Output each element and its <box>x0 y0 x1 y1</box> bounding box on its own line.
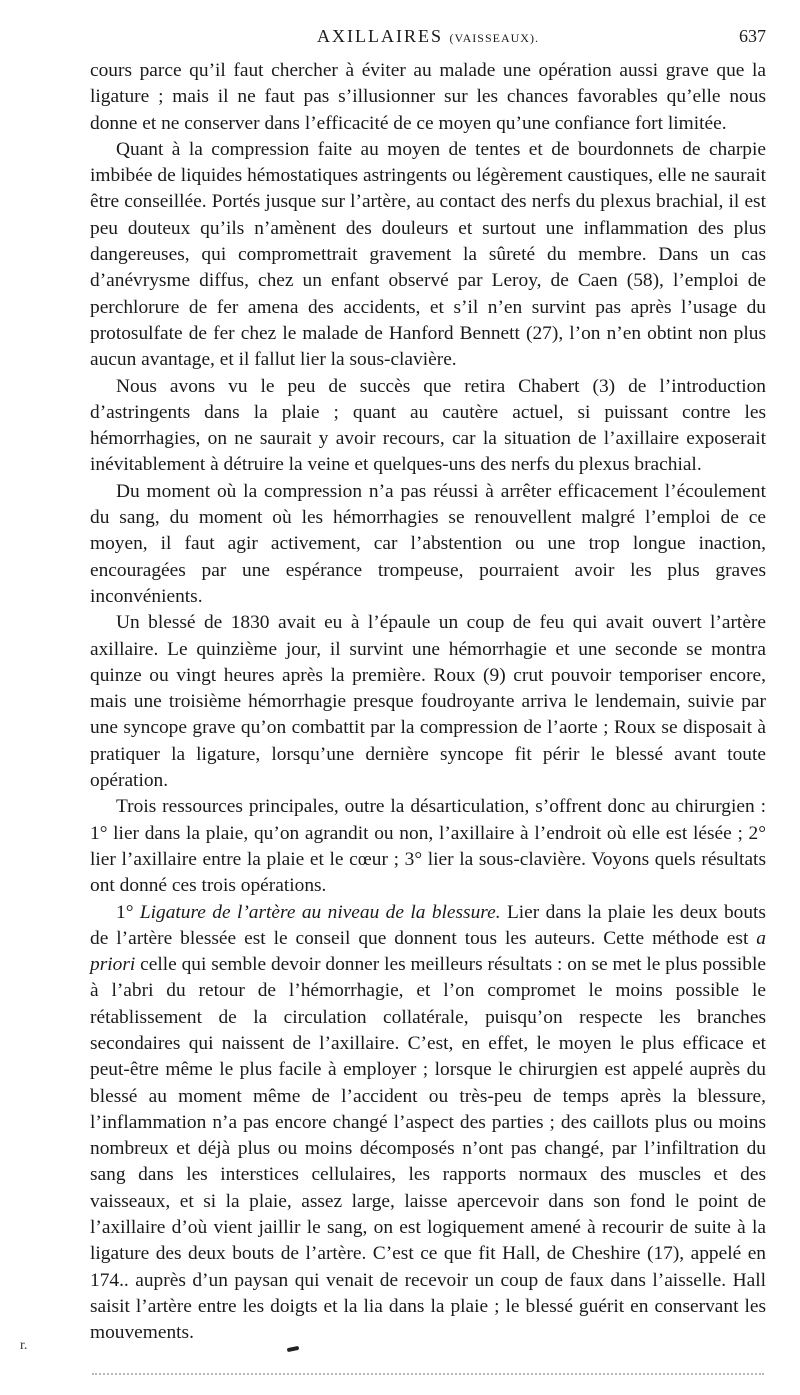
running-head <box>90 26 766 50</box>
ink-blot-mark <box>287 1346 300 1352</box>
italic-a-priori: a priori <box>90 927 766 976</box>
paragraph-7 <box>90 900 766 1347</box>
paragraph-2: Quant à la compression faite au moyen de tentes et de bourdonnets de charpie imbibée de liquides hémostatiques astringents ou légèrement caustiques, elle ne saurait être conseillée. Portés jusque sur l’artère, au contact des nerfs du plexus brachial, il est peu douteux qu’ils n’amènent des douleurs et surtout une inflammation des plus dangereuses, qui compromettrait gravement la sûreté du membre. Dans un cas d’anévrysme diffus, chez un enfant observé par Leroy, de Caen (58), l’emploi de perchlorure de fer amena des accidents, et s’il n’en survint pas après l’usage du protosulfate de fer chez le malade de Hanford Bennett (27), l’on n’en obtint non plus aucun avantage, et il fallut lier la sous-clavière. <box>90 138 766 371</box>
paragraph-1: cours parce qu’il faut chercher à éviter au malade une opération aussi grave que la ligature ; mais il ne faut pas s’illusionner sur les chances favorables qu’elle nous donne et ne conserver dans l’efficacité de ce moyen qu’une confiance fort limitée. <box>90 60 766 134</box>
running-title <box>90 26 766 47</box>
bottom-bleed-through-line <box>92 1373 764 1375</box>
paragraph-3: Nous avons vu le peu de succès que retira Chabert (3) de l’introduction d’astringents dans la plaie ; quant au cautère actuel, si puissant contre les hémorrhagies, on ne saurait y avoir recours, car la situation de l’axillaire exposerait inévitablement à détruire la veine et quelques-uns des nerfs du plexus brachial. <box>90 375 766 476</box>
running-title-main: AXILLAIRES <box>317 26 444 46</box>
paragraph-7-text-continued: celle qui semble devoir donner les meilleurs résultats : on se met le plus possible à l’abri du retour de l’hémorrhagie, et l’on compromet le moins possible le rétablissement de la circulation collatérale, puisqu’on respecte les branches secondaires qui naissent de l’axillaire. C’est, en effet, le moyen le plus efficace et peut-être même le plus facile à employer ; lorsque le chirurgien est appelé auprès du blessé au moment même de l’accident ou très-peu de temps après la blessure, l’inflammation n’a pas encore changé l’aspect des parties ; des caillots plus ou moins nombreux et déjà plus ou moins décomposés n’ont pas changé, par l’infiltration du sang dans les interstices cellulaires, les rapports normaux des muscles et des vaisseaux, et si la plaie, assez large, laisse apercevoir dans son fond le point de l’axillaire d’où vient jaillir le sang, on est logiquement amené à recourir de suite à la ligature des deux bouts de l’artère. C’est ce que fit Hall, de Cheshire (17), appelé en 174.. auprès d’un paysan qui venait de recevoir un coup de faux dans l’aisselle. Hall saisit l’artère entre les doigts et la lia dans la plaie ; le blessé guérit en conservant les mouvements. <box>90 954 766 1344</box>
margin-mark: r. <box>20 1338 28 1353</box>
paragraph-4: Du moment où la compression n’a pas réussi à arrêter efficacement l’écoulement du sang, du moment où les hémorrhagies se renouvellent malgré l’emploi de ce moyen, il faut agir activement, car l’abstention ou une trop longue inaction, encouragées par une espérance trompeuse, pourraient avoir les plus graves inconvénients. <box>90 480 766 607</box>
body-text <box>90 58 766 1347</box>
paragraph-6: Trois ressources principales, outre la désarticulation, s’offrent donc au chirurgien : 1° lier dans la plaie, qu’on agrandit ou non, l’axillaire à l’endroit où elle est lésée ; 2° lier l’axillaire entre la plaie et le cœur ; 3° lier la sous-clavière. Voyons quels résultats ont donné ces trois opérations. <box>90 796 766 897</box>
section-heading-ligature: Ligature de l’artère au niveau de la blessure. <box>139 901 501 923</box>
page-number: 637 <box>739 26 766 46</box>
paragraph-5: Un blessé de 1830 avait eu à l’épaule un coup de feu qui avait ouvert l’artère axillaire. Le quinzième jour, il survint une hémorrhagie et une seconde se montra quinze ou vingt heures après la première. Roux (9) crut pouvoir temporiser encore, mais une troisième hémorrhagie presque foudroyante arriva le lendemain, suivie par une syncope grave qu’on combattit par la compression de l’aorte ; Roux se disposait à pratiquer la ligature, lorsqu’une dernière syncope fit périr le blessé avant toute opération. <box>90 612 766 792</box>
running-title-sub: (VAISSEAUX). <box>449 31 539 45</box>
paragraph-7-text: Lier dans la plaie les deux bouts de l’artère blessée est le conseil que donnent tous les auteurs. Cette méthode est <box>90 901 766 949</box>
paragraph-7-lead: 1° <box>116 901 140 923</box>
